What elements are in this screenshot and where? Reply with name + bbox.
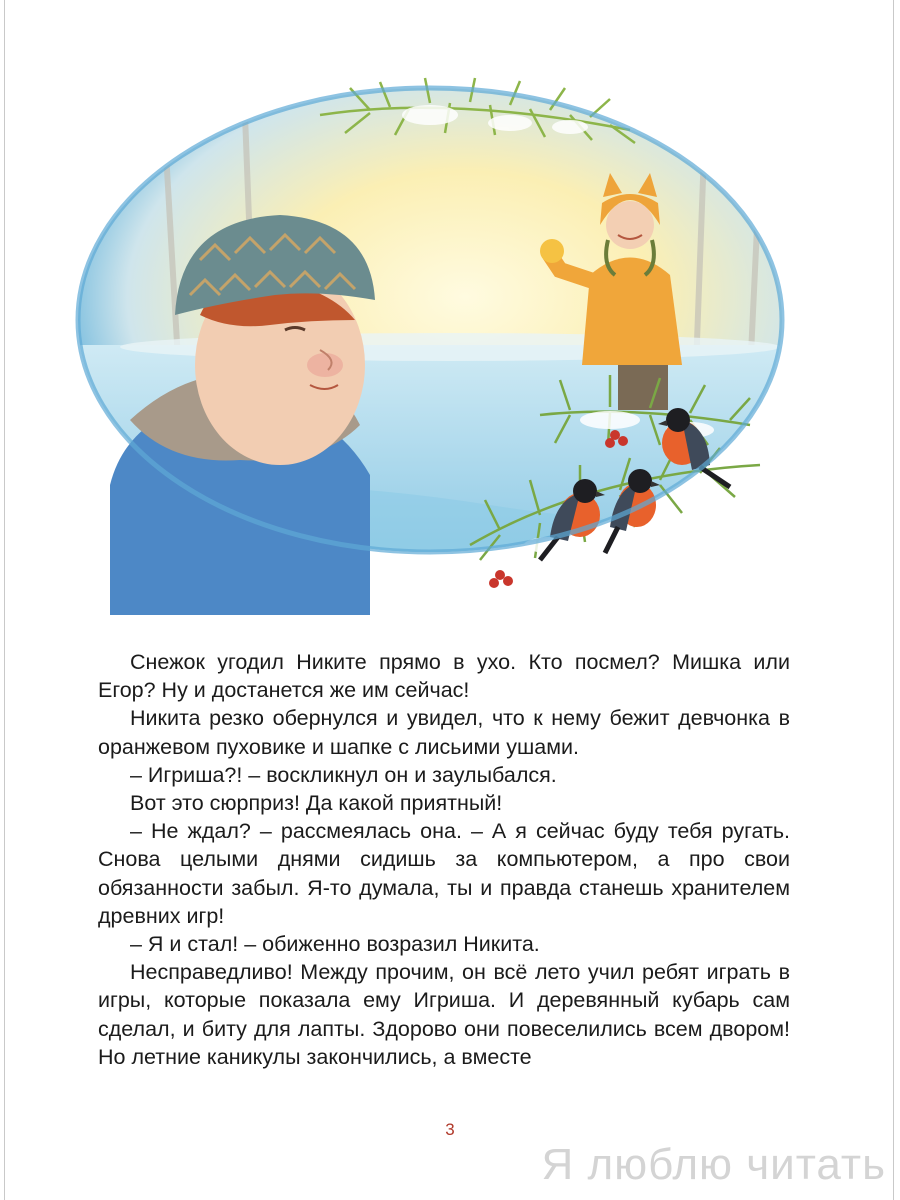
watermark: Я люблю читать bbox=[541, 1140, 886, 1189]
paragraph: – Игриша?! – воскликнул он и заулыбался. bbox=[130, 762, 557, 787]
page-number: 3 bbox=[445, 1120, 455, 1139]
illustration bbox=[70, 75, 820, 615]
paragraph: Никита резко обернулся и увидел, что к нему бежит девчонка в оранжевом пуховике и шапке с лисьими ушами. bbox=[98, 706, 790, 759]
story-text bbox=[98, 648, 790, 1071]
paragraph: Несправедливо! Между прочим, он всё лето учил ребят играть в игры, которые показала ему Игриша. И деревянный кубарь сам сделал, и биту для лапты. Здорово они повеселились всем двором! Но летние каникулы закончились, а вместе bbox=[98, 960, 790, 1069]
paragraph: Вот это сюрприз! Да какой приятный! bbox=[130, 791, 503, 816]
paragraph: Снежок угодил Никите прямо в ухо. Кто посмел? Мишка или Егор? Ну и достанется же им сейчас! bbox=[98, 650, 790, 703]
illustration-picture bbox=[70, 75, 820, 615]
paragraph: – Не ждал? – рассмеялась она. – А я сейчас буду тебя ругать. Снова целыми днями сидишь за компьютером, а про свои обязанности забыл. Я-то думала, ты и правда станешь хранителем древних игр! bbox=[98, 819, 790, 928]
paragraph: – Я и стал! – обиженно возразил Никита. bbox=[130, 932, 540, 957]
